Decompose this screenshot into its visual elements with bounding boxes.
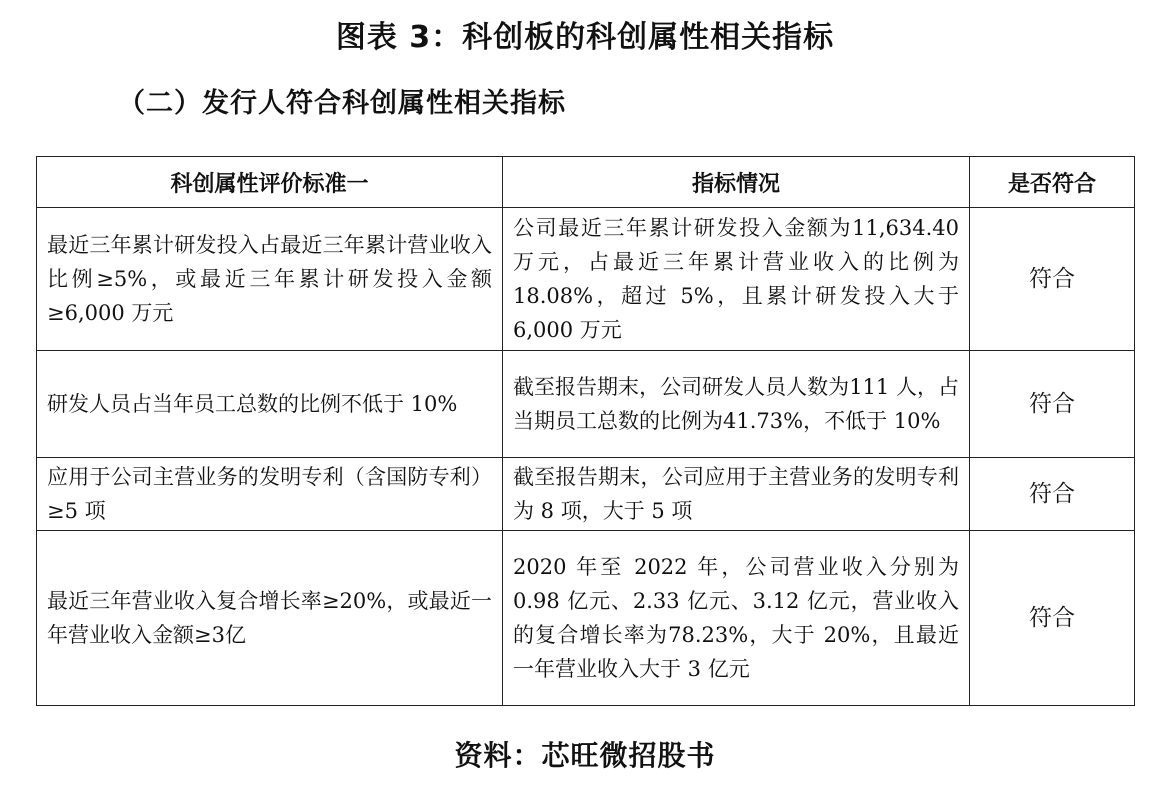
header-status: 指标情况 [503,157,970,208]
verdict-cell: 符合 [970,351,1135,458]
table-row [37,351,1135,458]
verdict-cell: 符合 [970,458,1135,531]
status-cell: 截至报告期末，公司应用于主营业务的发明专利为 8 项，大于 5 项 [503,458,970,531]
status-cell: 截至报告期末，公司研发人员人数为111 人，占当期员工总数的比例为41.73%，不低于 10% [503,351,970,458]
header-criterion: 科创属性评价标准一 [37,157,503,208]
criterion-cell: 研发人员占当年员工总数的比例不低于 10% [37,351,503,458]
table-row [37,208,1135,351]
criterion-cell: 应用于公司主营业务的发明专利（含国防专利）≥5 项 [37,458,503,531]
criterion-cell: 最近三年累计研发投入占最近三年累计营业收入比例≥5%，或最近三年累计研发投入金额≥6,000 万元 [37,208,503,351]
header-verdict: 是否符合 [970,157,1135,208]
criteria-table [36,156,1135,706]
criterion-cell: 最近三年营业收入复合增长率≥20%，或最近一年营业收入金额≥3亿 [37,531,503,706]
source-note: 资料：芯旺微招股书 [454,739,716,772]
table-header-row [37,157,1135,208]
table-row [37,531,1135,706]
status-cell: 公司最近三年累计研发投入金额为11,634.40 万元，占最近三年累计营业收入的比例为 18.08%，超过 5%，且累计研发投入大于 6,000 万元 [503,208,970,351]
figure-title: 图表 3：科创板的科创属性相关指标 [335,20,835,55]
section-heading: （二）发行人符合科创属性相关指标 [118,88,566,119]
table-row [37,458,1135,531]
verdict-cell: 符合 [970,208,1135,351]
verdict-cell: 符合 [970,531,1135,706]
status-cell: 2020 年至 2022 年，公司营业收入分别为 0.98 亿元、2.33 亿元、3.12 亿元，营业收入的复合增长率为78.23%，大于 20%，且最近一年营业收入大于 3 亿元 [503,531,970,706]
